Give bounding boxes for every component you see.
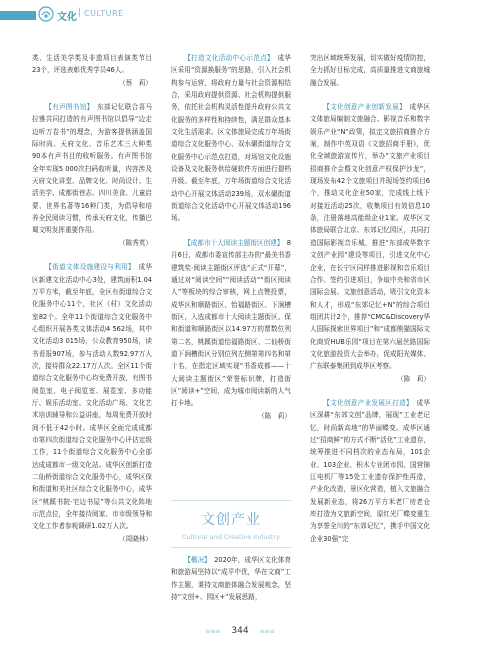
paragraph-heading: 【文化创意产业创新发展】	[323, 103, 403, 112]
paragraph-heading: 【打造文化活动中心示范点】	[184, 54, 271, 62]
header-accent-bar	[0, 11, 36, 20]
page-number: 344	[231, 626, 249, 636]
paragraph-gap	[171, 225, 291, 237]
paragraph-audio-library: 【有声图书馆】 东部记忆联合喜马拉雅共同打造的有声图书馆以倡导“边走边听万卷书”的理念，为游客提供涵盖国际时尚、天府文化、音乐艺术三大种类90本有声书目的收听服务。有声图书馆全年实现5 000次扫码收听量，内容涉及天府文化讲堂、品牌文化、时尚设计、生活美学、成都街巷志、四川美食、儿童启蒙、世界名著等16种门类，为倡导和培养全民阅读习惯，传承天府文化，传播巴蜀文明发挥重要作用。	[32, 103, 153, 235]
column-middle-bottom	[171, 554, 291, 603]
column-left	[32, 52, 152, 557]
column-right	[310, 52, 430, 545]
author-signature: （陈 莉）	[397, 374, 430, 383]
paragraph-gap	[310, 89, 430, 101]
section-heading-en: Cultural and Creative Industry	[181, 533, 280, 541]
section-heading-cultural-industry	[171, 500, 291, 548]
section-subtitle: CULTURE	[84, 9, 124, 18]
paragraph-creative-industry: 【文化创意产业创新发展】 成华区文体旅局编制文旅融合、影视音乐和数字娱乐产业“N”政策，拟定文旅招商推介方案，制作中英双语《文旅招商手册》，优化全域旅游宣传片，举办“文旅产业项目招商推介会暨文化创意产权保护沙龙”，现场发布42个文旅项目并现场签约项目6个，推动文化企业50家，完成线上线下对接近活动25次，收集项目有效信息10条，注册落地高能级企业1家。成华区文体旅局联合北京、东郊记忆园区，共同打造国际影视音乐城，推进“东部成华数字文创产业园”建设等项目，引进文化中心企业，在长宁区同样推进影视和音乐项目合作。签约引进项目，争取中央和省市区国际会展、文旅创意活动，吸引文化资本和人才，形成“东郊记忆+N”的综合项目组团共计2个，推荐“CMC&Discovery华人国际探索世界项目”和“成都熊猫国际文化商贸HUB乐园”项目在第六届丝路国际文化旅游投资大会举办，促成阳光媒体、广东联泰集团到成华区考察。	[310, 103, 430, 371]
paragraph-heading: 【概况】	[184, 556, 208, 564]
paragraph-continuation: 突出区域统筹发展，切实做好疫情防控，全力抓好目标完成，高质量推进文商旅城融合发展。	[310, 54, 430, 87]
author-signature: （周晓林）	[119, 534, 152, 543]
footer-decoration-left: ≡≡≡	[205, 628, 221, 635]
author-signature: （陈 莉）	[258, 411, 291, 420]
paragraph-heading: 【成都市十大阅读主题街区创建】	[184, 238, 281, 247]
section-heading-cn: 文创产业	[201, 512, 261, 528]
paragraph-overview: 【概况】 2020年，成华区文化体育和旅游局坚持以“成平中优，华在文商”工作主题，秉持文商旅体融合发展观念，坚持“文创+、园区+”发展思路，	[171, 556, 292, 602]
footer-decoration-right: ≡≡≡	[259, 628, 275, 635]
page-header	[0, 0, 480, 28]
column-middle	[171, 52, 291, 434]
paragraph-heading: 【有声图书馆】	[45, 103, 91, 112]
paragraph-industry-zone: 【文化创意产业发展区打造】 成华区深耕“东郊文创”品牌，展现“工业老记忆，时尚新高地”的华丽蝶变。成华区通过“招商鲜”的方式不断“活化”工业遗存，统筹推进不同档次的业态布局，101企业、103企业、积木专业团市园、国营锦江电机厂等15处工业遗存保护性再造，产业化改造，景区化营造，植入文旅融合发展新业态，将26万平方米老厂房老仓库打造为文旅新空间，原红光厂蝶变重生为享誉全川的“东郊记忆”，携手中国文化企业30强“完	[310, 398, 431, 543]
author-signature: （陈秀英）	[119, 238, 152, 247]
paragraph-reading-district: 【成都市十大阅读主题街区创建】 8月6日，成都市委宣传部主办的“最美书香建筑奖·阅读主题街区评选”正式“开幕”，通过对“阅读空间”“阅读活动”“街区阅读人”等板块的综合审核，网上点赞投票，成华区和顺路街区、怡福路街区、下涧槽街区，入选成都市十大阅读主题街区。保和街道和顺路街区以14.97万的票数位列第二名，桃蹊街道怡福路街区、二仙桥街道下涧槽街区分别位列左侧第第四名和第十名，在指定区域实现“书香成都——十大阅读主题街区”荣誉标识牌，打造街区“阅读+”空间，成为城市阅读新的人气打卡地。	[171, 238, 292, 408]
header-separator: |	[78, 8, 82, 18]
paragraph-street-facilities: 【街道文体设施建设与利用】 成华区新建文化活动中心3处，建筑面积1.04万平方米，截至年底，全区有街道综合文化服务中心11个，社区（村）文化活动室82个。全年11个街道综合文化服务中心组织开展各类文体活动4 562场，其中文化活动3 015场，公众教育950场，读书看报907场，参与活动人数92.97万人次，接待群众22.17万人次。全区11个街道综合文化服务中心均免费开放，有图书阅览室、电子阅览室、展览室、多功能厅、娱乐活动室、文化活动广场、文化艺术培训辅导和公益讲座，每周免费开放时间不低于42小时。成华区全面完成成都市第四次街道综合文化服务中心评估定级工作，11个街道综合文化服务中心全部达成成都市一级文化站。成华区创新打造二仙桥街道综合文化服务中心，成华区保和街道和美社区综合文化服务中心，成华区“桃蹊书院·宅边书屋”等公共文化阵地示范点位，全年接待阅家、市市级领导和文化工作者参观调研1.02万人次。	[32, 263, 153, 531]
paragraph-continuation: 类、生活美学类及非遗项目表演类节目23个，评选表彰优秀学员46人。	[32, 54, 152, 75]
culture-logo-icon	[38, 6, 54, 22]
section-title: 文化	[57, 12, 77, 23]
page-footer	[0, 618, 480, 636]
paragraph-heading: 【街道文体设施建设与利用】	[45, 263, 132, 272]
paragraph-activity-center: 【打造文化活动中心示范点】 成华区采用“资源换服务”的思路，引入社会机构参与运营，将政府力量与社会资源相结合，采用政府提供资源、社会机构提供服务，依托社会机构灵活性提升政府公共文化服务的多样性和持续性，满足群众基本文化生活需求。区文体旅局完成万年场街道综合文化服务中心、双水碾街道综合文化服务中心示范点打造，对场馆文化设施设备及文化服务供给硬软件方面进行提档升级。截至年底，万年场街道综合文化活动中心开展文体活动239场，双水碾街道街道综合文化活动中心开展文体活动196场。	[171, 54, 292, 223]
paragraph-heading: 【文化创意产业发展区打造】	[323, 398, 410, 407]
author-signature: （蔡 莉）	[119, 78, 152, 87]
